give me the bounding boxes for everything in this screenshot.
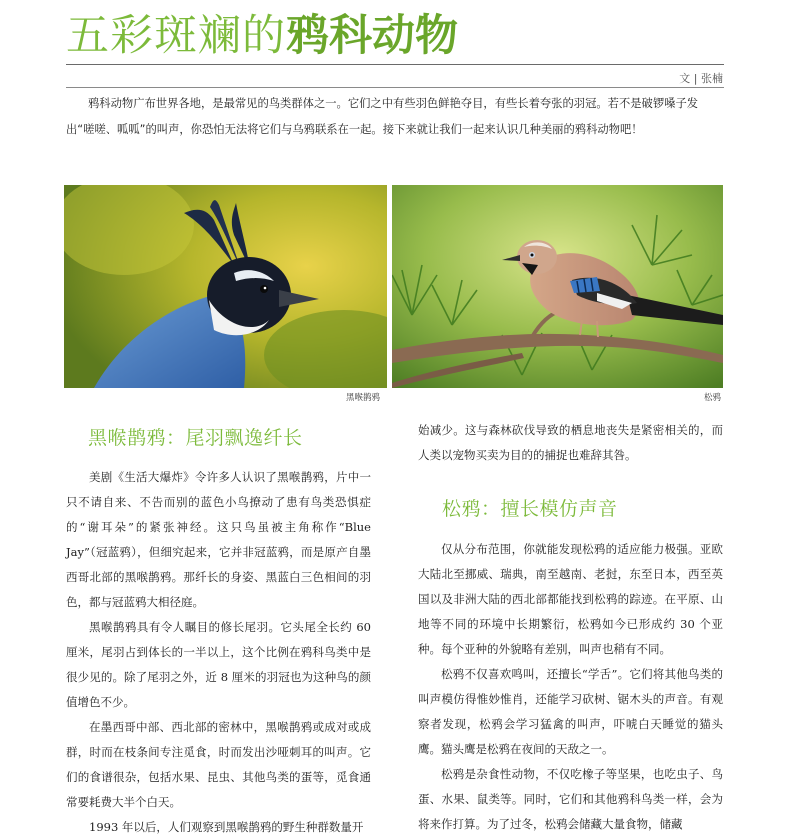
magpie-jay-heading: 黑喉鹊鸦：尾羽飘逸纤长 <box>88 427 303 449</box>
title-bold-part: 鸦科动物 <box>286 11 458 61</box>
magpie-jay-paragraph: 美剧《生活大爆炸》令许多人认识了黑喉鹊鸦，片中一只不请自来、不告而别的蓝色小鸟撩动了患有鸟类恐惧症的“谢耳朵”的紧张神经。这只鸟虽被主角称作“Blue Jay”（冠蓝鸦），但细究起来，它并非冠蓝鸦，而是原产自墨西哥北部的黑喉鹊鸦。那纤长的身姿、黑蓝白三色相间的羽色，都与冠蓝鸦大相径庭。 <box>66 470 371 609</box>
magpie-jay-caption: 黑喉鹊鸦 <box>346 393 381 403</box>
magpie-jay-photo <box>64 185 387 388</box>
jay-paragraph: 松鸦是杂食性动物，不仅吃橡子等坚果，也吃虫子、鸟蛋、水果、鼠类等。同时，它们和其他鸦科鸟类一样，会为将来作打算。为了过冬，松鸦会储藏大量食物，储藏 <box>418 767 723 831</box>
article-title <box>66 4 458 68</box>
title-light-part: 五彩斑斓的 <box>66 11 286 61</box>
magpie-jay-body <box>66 465 371 840</box>
intro-paragraph: 鸦科动物广布世界各地，是最常见的鸟类群体之一。它们之中有些羽色鲜艳夺目，有些长着夸张的羽冠。若不是破锣嗓子发出“嗟嗟、呱呱”的叫声，你恐怕无法将它们与乌鸦联系在一起。接下来就让我们一起来认识几种美丽的鸦科动物吧！ <box>66 97 699 136</box>
author-byline: 文 | 张楠 <box>679 72 723 85</box>
jay-paragraph: 仅从分布范围，你就能发现松鸦的适应能力极强。亚欧大陆北至挪威、瑞典，南至越南、老挝，东至日本，西至英国以及非洲大陆的西北部都能找到松鸦的踪迹。在平原、山地等不同的环境中长期繁衍，松鸦如今已形成约 30 个亚种。每个亚种的外貌略有差别，叫声也稍有不同。 <box>418 542 723 656</box>
magpie-jay-paragraph: 黑喉鹊鸦具有令人瞩目的修长尾羽。它头尾全长约 60 厘米，尾羽占到体长的一半以上，这个比例在鸦科鸟类中是很少见的。除了尾羽之外，近 8 厘米的羽冠也为这种鸟的颜值增色不少。 <box>66 620 371 709</box>
jay-caption: 松鸦 <box>704 393 722 403</box>
jay-body <box>418 537 723 837</box>
magpie-jay-continuation <box>418 418 723 468</box>
jay-photo <box>392 185 723 388</box>
intro-divider <box>66 87 724 88</box>
magpie-jay-paragraph: 在墨西哥中部、西北部的密林中，黑喉鹊鸦或成对或成群，时而在枝条间专注觅食，时而发出沙哑刺耳的叫声。它们的食谱很杂，包括水果、昆虫、其他鸟类的蛋等，觅食通常要耗费大半个白天。 <box>66 720 371 809</box>
title-divider <box>66 64 724 65</box>
magpie-jay-paragraph: 1993 年以后，人们观察到黑喉鹊鸦的野生种群数量开 <box>89 820 364 834</box>
jay-heading: 松鸦：擅长模仿声音 <box>442 498 618 520</box>
jay-paragraph: 松鸦不仅喜欢鸣叫，还擅长“学舌”。它们将其他鸟类的叫声模仿得惟妙惟肖，还能学习砍树、锯木头的声音。有观察者发现，松鸦会学习猛禽的叫声，吓唬白天睡觉的猫头鹰。猫头鹰是松鸦在夜间的天敌之一。 <box>418 667 723 756</box>
magpie-jay-continuation-text: 始减少。这与森林砍伐导致的栖息地丧失是紧密相关的，而人类以宠物买卖为目的的捕捉也难辞其咎。 <box>418 423 723 462</box>
